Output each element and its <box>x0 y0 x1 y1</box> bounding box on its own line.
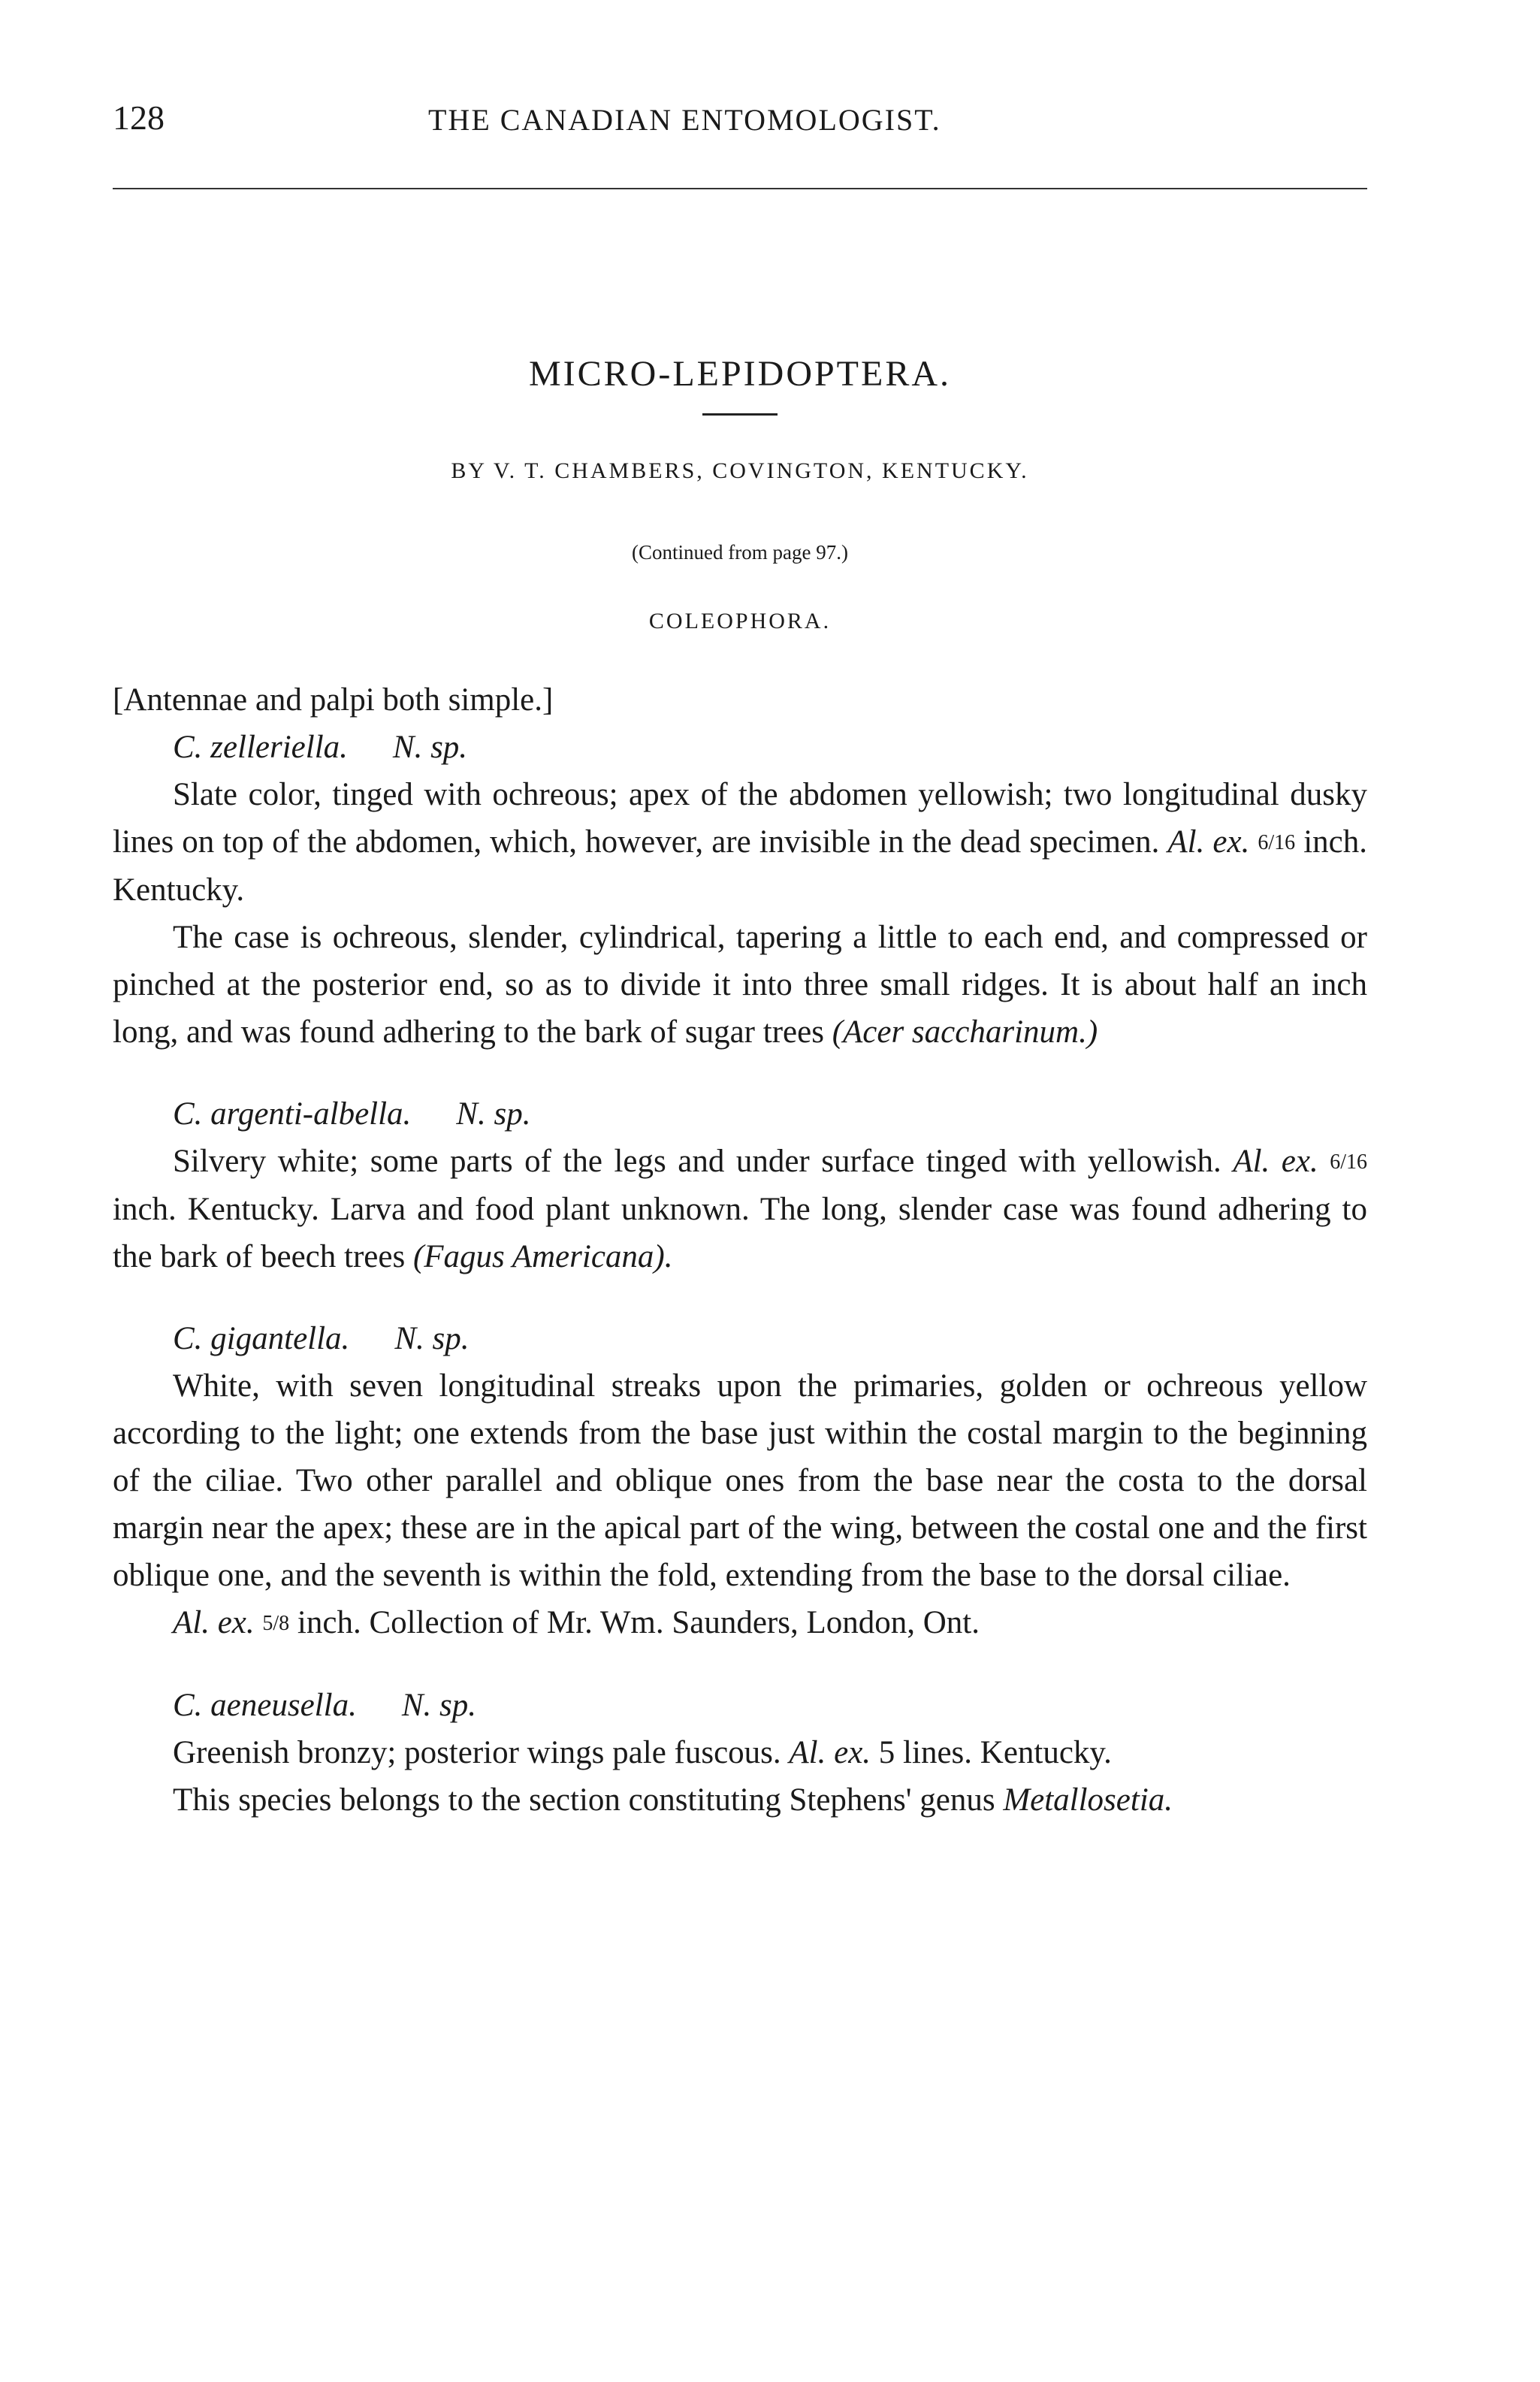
alar-label: Al. ex. <box>789 1735 871 1770</box>
section-heading: COLEOPHORA. <box>648 609 832 633</box>
species-name: C. aeneusella. <box>173 1688 357 1723</box>
species-status: N. sp. <box>456 1096 531 1132</box>
byline: BY V. T. CHAMBERS, COVINGTON, KENTUCKY. <box>451 458 1029 483</box>
alar-value: 6/16 <box>1258 831 1296 854</box>
species-measurement: Al. ex. 5/8 inch. Collection of Mr. Wm. Saunders, London, Ont. <box>173 1605 980 1640</box>
species-name: C. zelleriella. <box>173 730 348 765</box>
host-plant: (Fagus Americana). <box>412 1239 673 1274</box>
species-status: N. sp. <box>394 1321 470 1356</box>
continued-note: (Continued from page 97.) <box>632 541 848 564</box>
page-number: 128 <box>113 98 165 137</box>
species-name: C. gigantella. <box>173 1321 350 1356</box>
article-title: MICRO-LEPIDOPTERA. <box>528 354 951 394</box>
species-heading-argenti-albella <box>113 1090 1367 1138</box>
header-rule <box>113 188 1367 189</box>
species-description: Slate color, tinged with ochreous; apex of the abdomen yellowish; two longitudinal dusky lines on top of the abdomen, which, however, are invisible in the dead specimen. Al. ex. 6/16 inch. Kentucky. <box>113 777 1368 908</box>
alar-value: 5/8 <box>262 1612 290 1635</box>
intro-bracket: [Antennae and palpi both simple.] <box>113 682 554 718</box>
species-note: This species belongs to the section constituting Stephens' genus Metallosetia. <box>173 1782 1173 1818</box>
species-name: C. argenti-albella. <box>173 1096 412 1132</box>
journal-title: THE CANADIAN ENTOMOLOGIST. <box>428 103 941 137</box>
page <box>113 83 1368 1818</box>
species-description: White, with seven longitudinal streaks upon the primaries, golden or ochreous yellow according to the light; one extends from the base just within the costal margin to the beginning of the ciliae. Two other parallel and oblique ones from the base near the costa to the dorsal margin near the apex; these are in the apical part of the wing, between the costal one and the first oblique one, and the seventh is within the fold, extending from the base to the dorsal ciliae. <box>113 1368 1367 1593</box>
species-status: N. sp. <box>401 1688 476 1723</box>
alar-value: 6/16 <box>1330 1150 1368 1174</box>
alar-label: Al. ex. <box>1167 824 1250 860</box>
article-body <box>113 676 1367 1824</box>
species-heading-aeneusella <box>113 1682 1367 1729</box>
species-description: Silvery white; some parts of the legs and under surface tinged with yellowish. Al. ex. 6/16 inch. Kentucky. Larva and food plant unknown. The long, slender case was found adhering to the bark of beech trees (Fagus Americana). <box>113 1144 1368 1274</box>
genus-reference: Metallosetia. <box>1003 1782 1173 1818</box>
species-heading-zelleriella <box>113 724 1367 771</box>
species-status: N. sp. <box>392 730 468 765</box>
running-head <box>113 83 1367 143</box>
species-heading-gigantella <box>113 1315 1367 1362</box>
alar-label: Al. ex. <box>1233 1144 1318 1179</box>
case-description: The case is ochreous, slender, cylindrical, tapering a little to each end, and compressed or pinched at the posterior end, so as to divide it into three small ridges. It is about half an inch long, and was found adhering to the bark of sugar trees (Acer saccharinum.) <box>113 920 1367 1050</box>
alar-label: Al. ex. <box>173 1605 255 1640</box>
host-plant: (Acer saccharinum.) <box>832 1014 1098 1050</box>
species-description: Greenish bronzy; posterior wings pale fuscous. Al. ex. 5 lines. Kentucky. <box>173 1735 1112 1770</box>
title-rule <box>702 413 778 416</box>
